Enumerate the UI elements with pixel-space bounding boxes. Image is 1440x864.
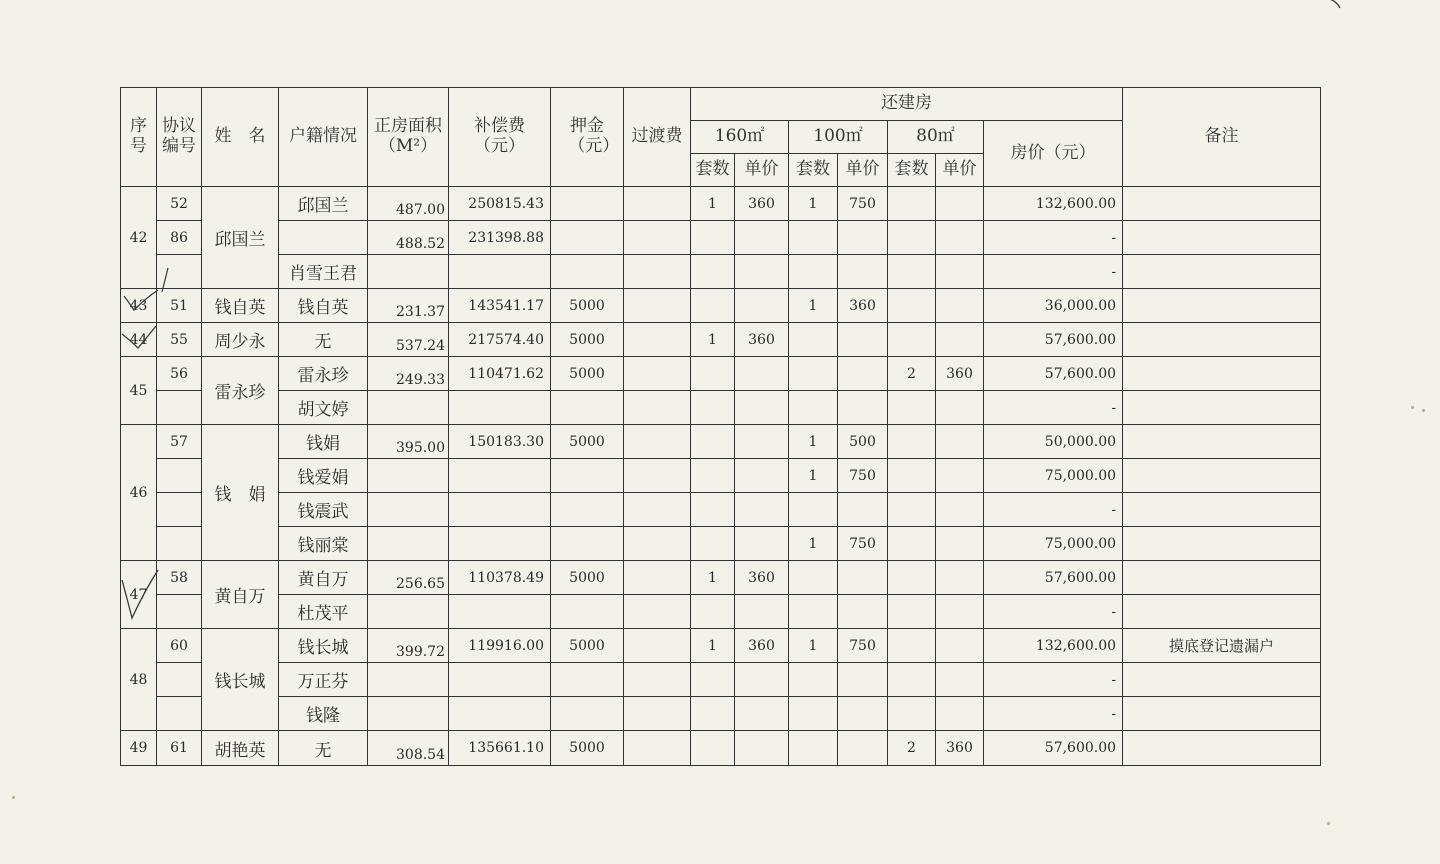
- header-agreement-no: 协议编号: [157, 88, 202, 187]
- deposit: [551, 459, 624, 493]
- size-80-price: [936, 255, 984, 289]
- agreement-no: [157, 493, 202, 527]
- remarks: [1123, 561, 1321, 595]
- header-seq: 序号: [121, 88, 157, 187]
- deposit: 5000: [551, 731, 624, 766]
- size-100-price: [838, 255, 888, 289]
- size-160-price: 360: [735, 629, 789, 663]
- transition-fee: [624, 731, 691, 766]
- house-price: 57,600.00: [984, 561, 1123, 595]
- compensation-fee: 135661.10: [449, 731, 551, 766]
- deposit: 5000: [551, 357, 624, 391]
- size-80-sets: [888, 527, 936, 561]
- deposit: [551, 255, 624, 289]
- house-price: 75,000.00: [984, 527, 1123, 561]
- house-price: 50,000.00: [984, 425, 1123, 459]
- size-80-price: 360: [936, 731, 984, 766]
- size-80-sets: [888, 187, 936, 221]
- size-80-sets: [888, 425, 936, 459]
- transition-fee: [624, 527, 691, 561]
- house-price: 57,600.00: [984, 357, 1123, 391]
- compensation-fee: 110471.62: [449, 357, 551, 391]
- size-80-sets: [888, 255, 936, 289]
- agreement-no: [157, 459, 202, 493]
- household-member: [279, 221, 368, 255]
- size-100-sets: [789, 221, 838, 255]
- deposit: [551, 187, 624, 221]
- holder-name: 黄自万: [202, 561, 279, 629]
- size-80-price: [936, 595, 984, 629]
- scan-speck: [1327, 822, 1330, 825]
- size-160-price: [735, 289, 789, 323]
- size-100-sets: [789, 255, 838, 289]
- size-80-price: [936, 187, 984, 221]
- agreement-no: 86: [157, 221, 202, 255]
- size-160-sets: [691, 493, 735, 527]
- transition-fee: [624, 697, 691, 731]
- household-member: 无: [279, 323, 368, 357]
- holder-name: 周少永: [202, 323, 279, 357]
- row-seq: 46: [121, 425, 157, 561]
- transition-fee: [624, 561, 691, 595]
- size-100-sets: [789, 731, 838, 766]
- main-house-area: 395.00: [368, 425, 449, 459]
- compensation-fee: [449, 459, 551, 493]
- main-house-area: 231.37: [368, 289, 449, 323]
- holder-name: 钱 娟: [202, 425, 279, 561]
- holder-name: 钱自英: [202, 289, 279, 323]
- size-160-price: [735, 459, 789, 493]
- row-seq: 43: [121, 289, 157, 323]
- header-size-160: 160㎡: [691, 121, 789, 154]
- remarks: [1123, 221, 1321, 255]
- size-100-sets: 1: [789, 459, 838, 493]
- agreement-no: 52: [157, 187, 202, 221]
- size-100-price: 500: [838, 425, 888, 459]
- header-compensation: 补偿费（元）: [449, 88, 551, 187]
- holder-name: 雷永珍: [202, 357, 279, 425]
- size-100-price: [838, 697, 888, 731]
- remarks: [1123, 289, 1321, 323]
- agreement-no: 58: [157, 561, 202, 595]
- size-100-price: 750: [838, 629, 888, 663]
- size-80-sets: [888, 697, 936, 731]
- transition-fee: [624, 187, 691, 221]
- size-100-price: [838, 731, 888, 766]
- household-member: 钱隆: [279, 697, 368, 731]
- size-160-price: [735, 595, 789, 629]
- size-80-sets: [888, 323, 936, 357]
- deposit: 5000: [551, 561, 624, 595]
- remarks: [1123, 323, 1321, 357]
- size-160-sets: [691, 697, 735, 731]
- size-80-price: [936, 289, 984, 323]
- header-house-price: 房价（元）: [984, 121, 1123, 187]
- compensation-fee: 110378.49: [449, 561, 551, 595]
- size-80-price: [936, 391, 984, 425]
- remarks: [1123, 357, 1321, 391]
- size-100-sets: 1: [789, 289, 838, 323]
- table-row: [121, 391, 1321, 425]
- remarks: [1123, 459, 1321, 493]
- house-price: -: [984, 493, 1123, 527]
- main-house-area: 488.52: [368, 221, 449, 255]
- size-160-sets: [691, 663, 735, 697]
- deposit: 5000: [551, 629, 624, 663]
- size-160-price: [735, 425, 789, 459]
- size-80-sets: [888, 561, 936, 595]
- household-member: 万正芬: [279, 663, 368, 697]
- size-100-price: 750: [838, 527, 888, 561]
- size-100-price: [838, 561, 888, 595]
- size-100-sets: 1: [789, 629, 838, 663]
- size-80-price: [936, 561, 984, 595]
- transition-fee: [624, 289, 691, 323]
- house-price: 36,000.00: [984, 289, 1123, 323]
- house-price: -: [984, 663, 1123, 697]
- agreement-no: [157, 595, 202, 629]
- size-160-price: 360: [735, 561, 789, 595]
- table-row: [121, 595, 1321, 629]
- size-80-sets: [888, 629, 936, 663]
- size-80-sets: 2: [888, 731, 936, 766]
- main-house-area: [368, 697, 449, 731]
- size-80-sets: [888, 391, 936, 425]
- header-unit-price: 单价: [838, 154, 888, 187]
- transition-fee: [624, 629, 691, 663]
- header-unit-price: 单价: [735, 154, 789, 187]
- main-house-area: 537.24: [368, 323, 449, 357]
- header-name: 姓 名: [202, 88, 279, 187]
- size-160-price: [735, 731, 789, 766]
- agreement-no: 51: [157, 289, 202, 323]
- household-member: 黄自万: [279, 561, 368, 595]
- table-row: [121, 561, 1321, 595]
- size-80-sets: [888, 289, 936, 323]
- size-160-sets: 1: [691, 187, 735, 221]
- size-80-price: [936, 527, 984, 561]
- compensation-fee: 150183.30: [449, 425, 551, 459]
- main-house-area: [368, 459, 449, 493]
- header-registration: 户籍情况: [279, 88, 368, 187]
- agreement-no: [157, 527, 202, 561]
- deposit: 5000: [551, 323, 624, 357]
- size-100-price: [838, 221, 888, 255]
- size-160-sets: [691, 731, 735, 766]
- transition-fee: [624, 255, 691, 289]
- size-160-price: [735, 221, 789, 255]
- house-price: -: [984, 697, 1123, 731]
- row-seq: 47: [121, 561, 157, 629]
- size-160-price: [735, 357, 789, 391]
- household-member: 无: [279, 731, 368, 766]
- size-80-sets: [888, 493, 936, 527]
- household-member: 钱爱娟: [279, 459, 368, 493]
- deposit: [551, 527, 624, 561]
- deposit: [551, 221, 624, 255]
- size-160-price: [735, 493, 789, 527]
- size-100-sets: [789, 493, 838, 527]
- size-160-sets: 1: [691, 561, 735, 595]
- size-160-sets: [691, 391, 735, 425]
- size-100-sets: 1: [789, 425, 838, 459]
- scan-speck: [1411, 406, 1414, 409]
- table-row: [121, 323, 1321, 357]
- size-80-price: [936, 323, 984, 357]
- transition-fee: [624, 425, 691, 459]
- agreement-no: [157, 663, 202, 697]
- deposit: [551, 493, 624, 527]
- size-160-sets: [691, 527, 735, 561]
- size-160-sets: [691, 459, 735, 493]
- agreement-no: 60: [157, 629, 202, 663]
- size-80-price: [936, 663, 984, 697]
- main-house-area: [368, 391, 449, 425]
- compensation-fee: [449, 527, 551, 561]
- main-house-area: 256.65: [368, 561, 449, 595]
- table-row: [121, 527, 1321, 561]
- header-sets: 套数: [789, 154, 838, 187]
- household-member: 雷永珍: [279, 357, 368, 391]
- size-160-sets: [691, 595, 735, 629]
- size-100-price: [838, 493, 888, 527]
- table-row: [121, 221, 1321, 255]
- compensation-fee: 143541.17: [449, 289, 551, 323]
- size-100-sets: 1: [789, 527, 838, 561]
- compensation-fee: 231398.88: [449, 221, 551, 255]
- deposit: [551, 595, 624, 629]
- remarks: [1123, 527, 1321, 561]
- agreement-no: 57: [157, 425, 202, 459]
- transition-fee: [624, 595, 691, 629]
- compensation-fee: 119916.00: [449, 629, 551, 663]
- size-160-sets: [691, 425, 735, 459]
- size-80-price: [936, 629, 984, 663]
- main-house-area: 399.72: [368, 629, 449, 663]
- size-160-price: [735, 663, 789, 697]
- size-80-price: [936, 221, 984, 255]
- size-160-sets: [691, 255, 735, 289]
- house-price: 57,600.00: [984, 323, 1123, 357]
- size-160-price: 360: [735, 187, 789, 221]
- transition-fee: [624, 663, 691, 697]
- holder-name: 胡艳英: [202, 731, 279, 766]
- household-member: 杜茂平: [279, 595, 368, 629]
- size-80-sets: [888, 221, 936, 255]
- size-160-price: [735, 697, 789, 731]
- scan-speck: [12, 796, 15, 799]
- size-100-price: 750: [838, 187, 888, 221]
- size-100-price: [838, 357, 888, 391]
- size-80-price: [936, 493, 984, 527]
- agreement-no: [157, 697, 202, 731]
- deposit: [551, 391, 624, 425]
- table-row: [121, 357, 1321, 391]
- size-160-price: [735, 255, 789, 289]
- row-seq: 44: [121, 323, 157, 357]
- size-100-sets: [789, 595, 838, 629]
- size-100-sets: [789, 391, 838, 425]
- deposit: 5000: [551, 289, 624, 323]
- main-house-area: 308.54: [368, 731, 449, 766]
- remarks: [1123, 697, 1321, 731]
- table-row: [121, 289, 1321, 323]
- household-member: 胡文婷: [279, 391, 368, 425]
- scan-speck: [1422, 409, 1425, 412]
- size-100-sets: [789, 323, 838, 357]
- compensation-fee: [449, 663, 551, 697]
- size-160-price: 360: [735, 323, 789, 357]
- table-row: [121, 493, 1321, 527]
- remarks: [1123, 187, 1321, 221]
- holder-name: 邱国兰: [202, 187, 279, 289]
- size-80-price: [936, 697, 984, 731]
- size-160-price: [735, 391, 789, 425]
- transition-fee: [624, 493, 691, 527]
- size-100-sets: [789, 663, 838, 697]
- row-seq: 49: [121, 731, 157, 766]
- transition-fee: [624, 357, 691, 391]
- size-80-price: 360: [936, 357, 984, 391]
- remarks: [1123, 731, 1321, 766]
- house-price: -: [984, 391, 1123, 425]
- remarks: [1123, 391, 1321, 425]
- header-size-100: 100㎡: [789, 121, 888, 154]
- transition-fee: [624, 221, 691, 255]
- compensation-fee: [449, 697, 551, 731]
- household-member: 邱国兰: [279, 187, 368, 221]
- main-house-area: [368, 527, 449, 561]
- main-house-area: [368, 255, 449, 289]
- deposit: 5000: [551, 425, 624, 459]
- header-size-80: 80㎡: [888, 121, 984, 154]
- compensation-fee: [449, 493, 551, 527]
- size-100-price: 360: [838, 289, 888, 323]
- house-price: 132,600.00: [984, 187, 1123, 221]
- remarks: 摸底登记遗漏户: [1123, 629, 1321, 663]
- size-100-price: [838, 391, 888, 425]
- table-row: [121, 425, 1321, 459]
- row-seq: 48: [121, 629, 157, 731]
- transition-fee: [624, 459, 691, 493]
- agreement-no: 61: [157, 731, 202, 766]
- agreement-no: 56: [157, 357, 202, 391]
- table-row: [121, 697, 1321, 731]
- header-unit-price: 单价: [936, 154, 984, 187]
- compensation-fee: 250815.43: [449, 187, 551, 221]
- household-member: 钱娟: [279, 425, 368, 459]
- table-row: [121, 459, 1321, 493]
- house-price: -: [984, 221, 1123, 255]
- size-80-price: [936, 459, 984, 493]
- size-80-sets: [888, 663, 936, 697]
- table-row: [121, 731, 1321, 766]
- table-row: [121, 187, 1321, 221]
- size-100-sets: [789, 357, 838, 391]
- size-100-price: [838, 663, 888, 697]
- size-80-price: [936, 425, 984, 459]
- deposit: [551, 697, 624, 731]
- main-house-area: 487.00: [368, 187, 449, 221]
- transition-fee: [624, 323, 691, 357]
- table-row: [121, 255, 1321, 289]
- size-100-price: [838, 595, 888, 629]
- header-sets: 套数: [888, 154, 936, 187]
- main-house-area: [368, 595, 449, 629]
- house-price: -: [984, 595, 1123, 629]
- size-80-sets: [888, 459, 936, 493]
- size-160-sets: 1: [691, 629, 735, 663]
- main-house-area: [368, 663, 449, 697]
- agreement-no: [157, 255, 202, 289]
- row-seq: 45: [121, 357, 157, 425]
- size-100-price: 750: [838, 459, 888, 493]
- household-member: 钱自英: [279, 289, 368, 323]
- remarks: [1123, 255, 1321, 289]
- size-100-price: [838, 323, 888, 357]
- header-remarks: 备注: [1123, 88, 1321, 187]
- size-160-sets: [691, 221, 735, 255]
- size-160-sets: [691, 289, 735, 323]
- house-price: -: [984, 255, 1123, 289]
- agreement-no: 55: [157, 323, 202, 357]
- header-deposit: 押金（元）: [551, 88, 624, 187]
- header-area: 正房面积（M²）: [368, 88, 449, 187]
- header-sets: 套数: [691, 154, 735, 187]
- compensation-fee: [449, 255, 551, 289]
- remarks: [1123, 493, 1321, 527]
- agreement-no: [157, 391, 202, 425]
- deposit: [551, 663, 624, 697]
- size-80-sets: 2: [888, 357, 936, 391]
- compensation-fee: [449, 595, 551, 629]
- size-80-sets: [888, 595, 936, 629]
- pen-stroke-mark: [1324, 0, 1344, 10]
- house-price: 57,600.00: [984, 731, 1123, 766]
- table-row: [121, 629, 1321, 663]
- size-160-price: [735, 527, 789, 561]
- size-160-sets: 1: [691, 323, 735, 357]
- household-member: 钱长城: [279, 629, 368, 663]
- holder-name: 钱长城: [202, 629, 279, 731]
- header-transition-fee: 过渡费: [624, 88, 691, 187]
- remarks: [1123, 663, 1321, 697]
- main-house-area: 249.33: [368, 357, 449, 391]
- table-row: [121, 663, 1321, 697]
- size-100-sets: [789, 697, 838, 731]
- size-100-sets: [789, 561, 838, 595]
- household-member: 钱震武: [279, 493, 368, 527]
- compensation-fee: 217574.40: [449, 323, 551, 357]
- household-member: 肖雪王君: [279, 255, 368, 289]
- house-price: 75,000.00: [984, 459, 1123, 493]
- household-member: 钱丽棠: [279, 527, 368, 561]
- remarks: [1123, 425, 1321, 459]
- header-resettlement: 还建房: [691, 88, 1123, 121]
- compensation-table: [120, 87, 1321, 766]
- size-100-sets: 1: [789, 187, 838, 221]
- main-house-area: [368, 493, 449, 527]
- remarks: [1123, 595, 1321, 629]
- size-160-sets: [691, 357, 735, 391]
- house-price: 132,600.00: [984, 629, 1123, 663]
- transition-fee: [624, 391, 691, 425]
- row-seq: 42: [121, 187, 157, 289]
- compensation-fee: [449, 391, 551, 425]
